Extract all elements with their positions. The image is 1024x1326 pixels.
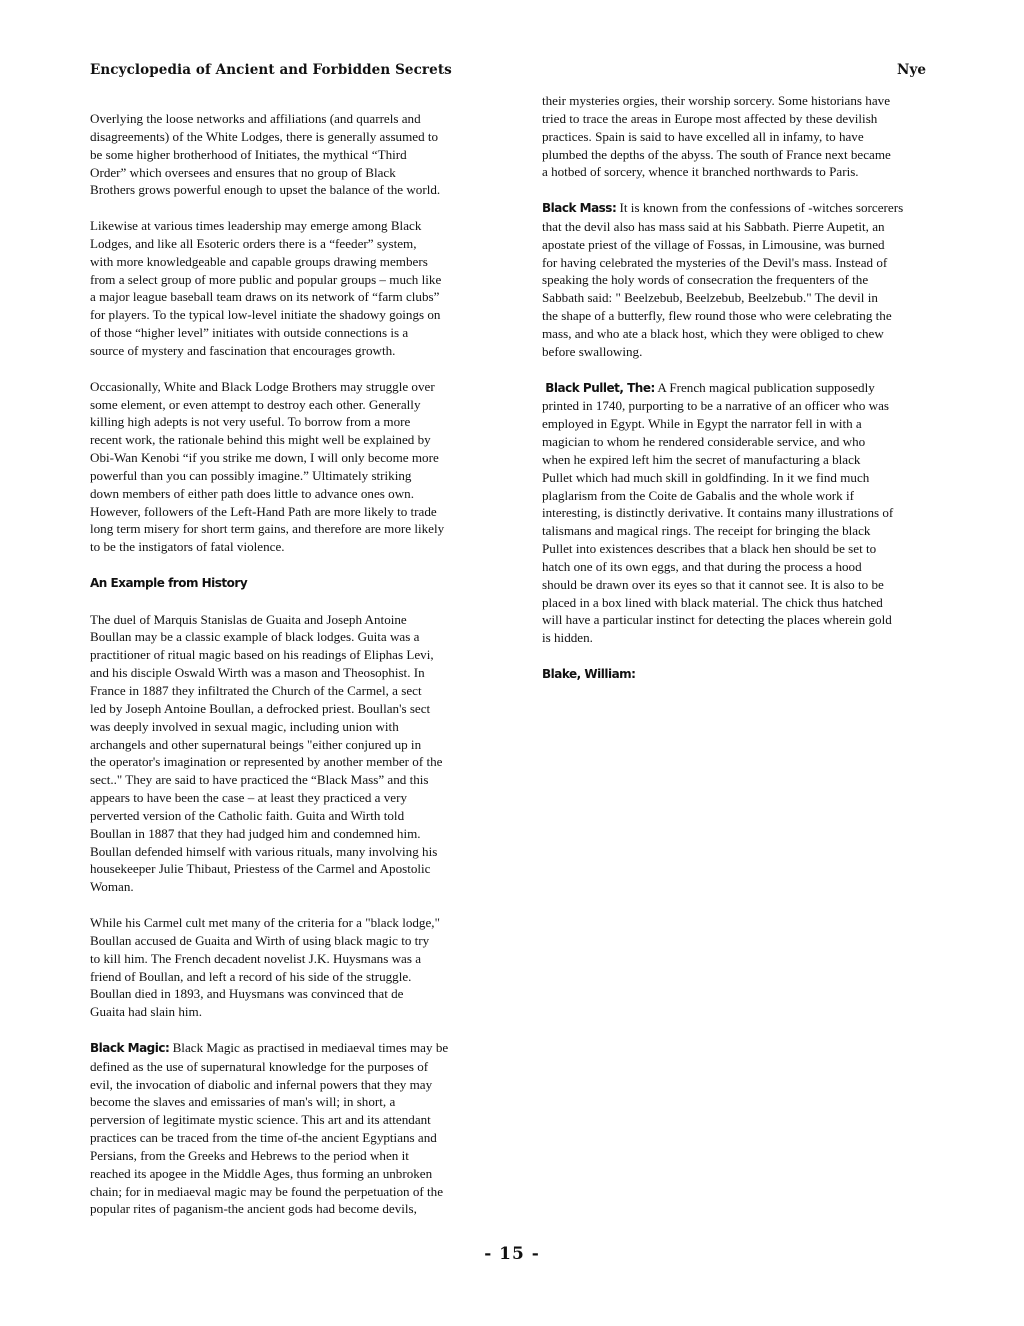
text-line: popular rites of paganism-the ancient gods had become devils,: [90, 1201, 417, 1217]
text-line: While his Carmel cult met many of the criteria for a "black lodge,": [90, 914, 440, 930]
paragraph: [90, 914, 490, 1021]
text-line: down members of either path does little to advance ones own.: [90, 485, 414, 501]
text-line: disagreements) of the White Lodges, there is generally assumed to: [90, 128, 439, 144]
text-line: plumbed the depths of the abyss. The south of France next became: [542, 146, 891, 162]
text-line: become the slaves and emissaries of man's will; in short, a: [90, 1094, 396, 1110]
text-line: archangels and other supernatural beings "either conjured up in: [90, 736, 422, 752]
paragraph: [90, 611, 490, 897]
text-line: defined as the use of supernatural knowledge for the purposes of: [90, 1058, 429, 1074]
text-line: before swallowing.: [542, 343, 643, 359]
text-line: printed in 1740, purporting to be a narrative of an officer who was: [542, 398, 890, 414]
text-line: Overlying the loose networks and affiliations (and quarrels and: [90, 111, 421, 126]
entry-body: [542, 218, 942, 361]
text-line: of those “higher level” initiates with outside connections is a: [90, 325, 409, 341]
text-line: be some higher brotherhood of Initiates, the mythical “Third: [90, 146, 407, 162]
text-line: Occasionally, White and Black Lodge Brothers may struggle over: [90, 378, 435, 394]
entry-black-pullet: [542, 379, 942, 648]
text-line: the shape of a butterfly, flew round those who were celebrating the: [542, 308, 892, 324]
text-line: tried to trace the areas in Europe most affected by these devilish: [542, 110, 878, 126]
entry-term: Black Mass:: [542, 201, 617, 216]
paragraph: [90, 217, 490, 360]
text-line: Pullet into existences describes that a black hen should be set to: [542, 541, 877, 557]
text-line: apostate priest of the village of Fossas, in Limousine, was burned: [542, 236, 885, 252]
section-heading: [90, 574, 490, 593]
text-line: Likewise at various times leadership may emerge among Black: [90, 218, 422, 234]
text-line: some element, or even attempt to destroy each other. Generally: [90, 396, 421, 412]
text-line: and his disciple Oswald Wirth was a mason and Theosophist. In: [90, 665, 425, 681]
page-number: - 15 -: [484, 1244, 540, 1264]
text-line: Sabbath said: " Beelzebub, Beelzebub, Beelzebub." The devil in: [542, 290, 878, 306]
text-line: should be drawn over its eyes so that it cannot see. It is also to be: [542, 576, 884, 592]
text-line: Boullan may be a classic example of black lodges. Guita was a: [90, 629, 420, 645]
text-line: Pullet which had much skill in goldfinding. In it we find much: [542, 469, 870, 485]
text-line: Lodges, and like all Esoteric orders there is a “feeder” system,: [90, 235, 417, 251]
text-line: employed in Egypt. While in Egypt the narrator fell in with a: [542, 416, 862, 432]
entry-black-mass: [542, 199, 942, 361]
entry-black-magic: [90, 1039, 490, 1218]
text-line: from a select group of more public and popular groups – much like: [90, 271, 442, 287]
entry-text: It is known from the confessions of -witches sorcerers: [616, 200, 904, 216]
text-line: led by Joseph Antoine Boullan, a defrocked priest. Boullan's sect: [90, 700, 431, 716]
text-line: the operator's imagination or represented by another member of the: [90, 754, 443, 770]
text-line: with more knowledgeable and capable groups drawing members: [90, 253, 428, 269]
text-line: for having celebrated the mysteries of the Devil's mass. Instead of: [542, 254, 888, 270]
text-line: Boullan died in 1893, and Huysmans was convinced that de: [90, 986, 404, 1002]
text-line: recent work, the rationale behind this might well be explained by: [90, 432, 431, 448]
text-line: to kill him. The French decadent novelist J.K. Huysmans was a: [90, 950, 422, 966]
text-line: reached its apogee in the Middle Ages, thus forming an unbroken: [90, 1165, 433, 1181]
text-line: that the devil also has mass said at his Sabbath. Pierre Aupetit, an: [542, 218, 885, 234]
running-title: Encyclopedia of Ancient and Forbidden Secrets: [90, 62, 452, 78]
text-line: However, followers of the Left-Hand Path are more likely to trade: [90, 503, 437, 519]
entry-body: [542, 397, 942, 647]
right-column: [542, 92, 942, 702]
entry-text: A French magical publication supposedly: [654, 379, 875, 395]
running-author: Nye: [897, 62, 927, 78]
text-line: Order” which oversees and ensures that no group of Black: [90, 164, 396, 180]
entry-first-line: [90, 1039, 490, 1058]
text-line: when he expired left him the secret of manufacturing a black: [542, 451, 861, 467]
text-line: appears to have been the case – at least they practiced a very: [90, 790, 407, 806]
entry-first-line: [542, 199, 942, 218]
text-line: talismans and magical rings. The receipt for bringing the black: [542, 523, 871, 539]
text-line: placed in a box lined with black material. The chick thus hatched: [542, 594, 883, 610]
paragraph: [542, 92, 942, 181]
text-line: chain; for in mediaeval magic may be found the perpetuation of the: [90, 1183, 444, 1199]
text-line: is hidden.: [542, 630, 593, 646]
text-line: Brothers grows powerful enough to upset the balance of the world.: [90, 182, 441, 198]
paragraph: [90, 378, 490, 556]
text-line: France in 1887 they infiltrated the Church of the Carmel, a sect: [90, 683, 422, 698]
text-line: hatch one of its own eggs, and that during the process a hood: [542, 558, 862, 574]
left-column: [90, 110, 490, 1236]
text-line: their mysteries orgies, their worship sorcery. Some historians have: [542, 93, 891, 108]
entry-term: Black Magic:: [90, 1040, 170, 1055]
entry-body: [90, 1058, 490, 1219]
text-line: housekeeper Julie Thibaut, Priestess of the Carmel and Apostolic: [90, 861, 431, 877]
text-line: The duel of Marquis Stanislas de Guaita and Joseph Antoine: [90, 611, 407, 627]
text-line: a major league baseball team draws on its network of “farm clubs”: [90, 289, 440, 305]
entry-first-line: [542, 379, 942, 398]
text-line: plaglarism from the Coite de Gabalis and the whole work if: [542, 487, 854, 503]
text-line: speaking the holy words of consecration the frequenters of the: [542, 272, 869, 288]
text-line: source of mystery and fascination that encourages growth.: [90, 342, 396, 358]
text-line: magician to whom he rendered considerable service, and who: [542, 434, 866, 450]
paragraph: [90, 110, 490, 199]
text-line: practices. Spain is said to have excelled all in infamy, to have: [542, 128, 864, 144]
text-line: for players. To the typical low-level initiate the shadowy goings on: [90, 307, 441, 323]
text-line: practitioner of ritual magic based on his readings of Eliphas Levi,: [90, 647, 434, 663]
text-line: Guaita had slain him.: [90, 1004, 203, 1020]
text-line: practices can be traced from the time of-the ancient Egyptians and: [90, 1130, 437, 1146]
text-line: was deeply involved in sexual magic, including union with: [90, 718, 399, 734]
text-line: interesting, is distinctly derivative. It contains many illustrations of: [542, 505, 894, 521]
text-line: sect.." They are said to have practiced the “Black Mass” and this: [90, 772, 429, 788]
text-line: killing high adepts is not very useful. To borrow from a more: [90, 414, 411, 430]
text-line: to be the instigators of fatal violence.: [90, 539, 285, 555]
text-line: a hotbed of sorcery, whence it branched northwards to Paris.: [542, 164, 859, 180]
text-line: Boullan accused de Guaita and Wirth of using black magic to try: [90, 932, 430, 948]
text-line: perverted version of the Catholic faith. Guita and Wirth told: [90, 807, 405, 823]
text-line: friend of Boullan, and left a record of his side of the struggle.: [90, 968, 412, 984]
text-line: powerful than you can possibly imagine.” Ultimately striking: [90, 467, 412, 483]
text-line: Boullan in 1887 that they had judged him and condemned him.: [90, 825, 421, 841]
text-line: Boullan defended himself with various rituals, many involving his: [90, 843, 438, 859]
text-line: perversion of legitimate mystic science. This art and its attendant: [90, 1112, 431, 1128]
entry-blake-william: [542, 665, 942, 684]
entry-term: Blake, William:: [542, 667, 636, 681]
text-line: evil, the invocation of diabolic and infernal powers that they may: [90, 1076, 433, 1092]
text-line: long term misery for short term gains, and therefore are more likely: [90, 521, 445, 537]
entry-term: Black Pullet, The:: [545, 380, 655, 395]
text-line: will have a particular instinct for detecting the places wherein gold: [542, 612, 892, 628]
text-line: Persians, from the Greeks and Hebrews to the period when it: [90, 1147, 409, 1163]
text-line: Obi-Wan Kenobi “if you strike me down, I will only become more: [90, 450, 439, 466]
section-heading-text: An Example from History: [90, 575, 248, 590]
text-line: Woman.: [90, 879, 134, 895]
text-line: mass, and who ate a black host, which they were obliged to chew: [542, 325, 884, 341]
entry-text: Black Magic as practised in mediaeval times may be: [169, 1039, 449, 1055]
